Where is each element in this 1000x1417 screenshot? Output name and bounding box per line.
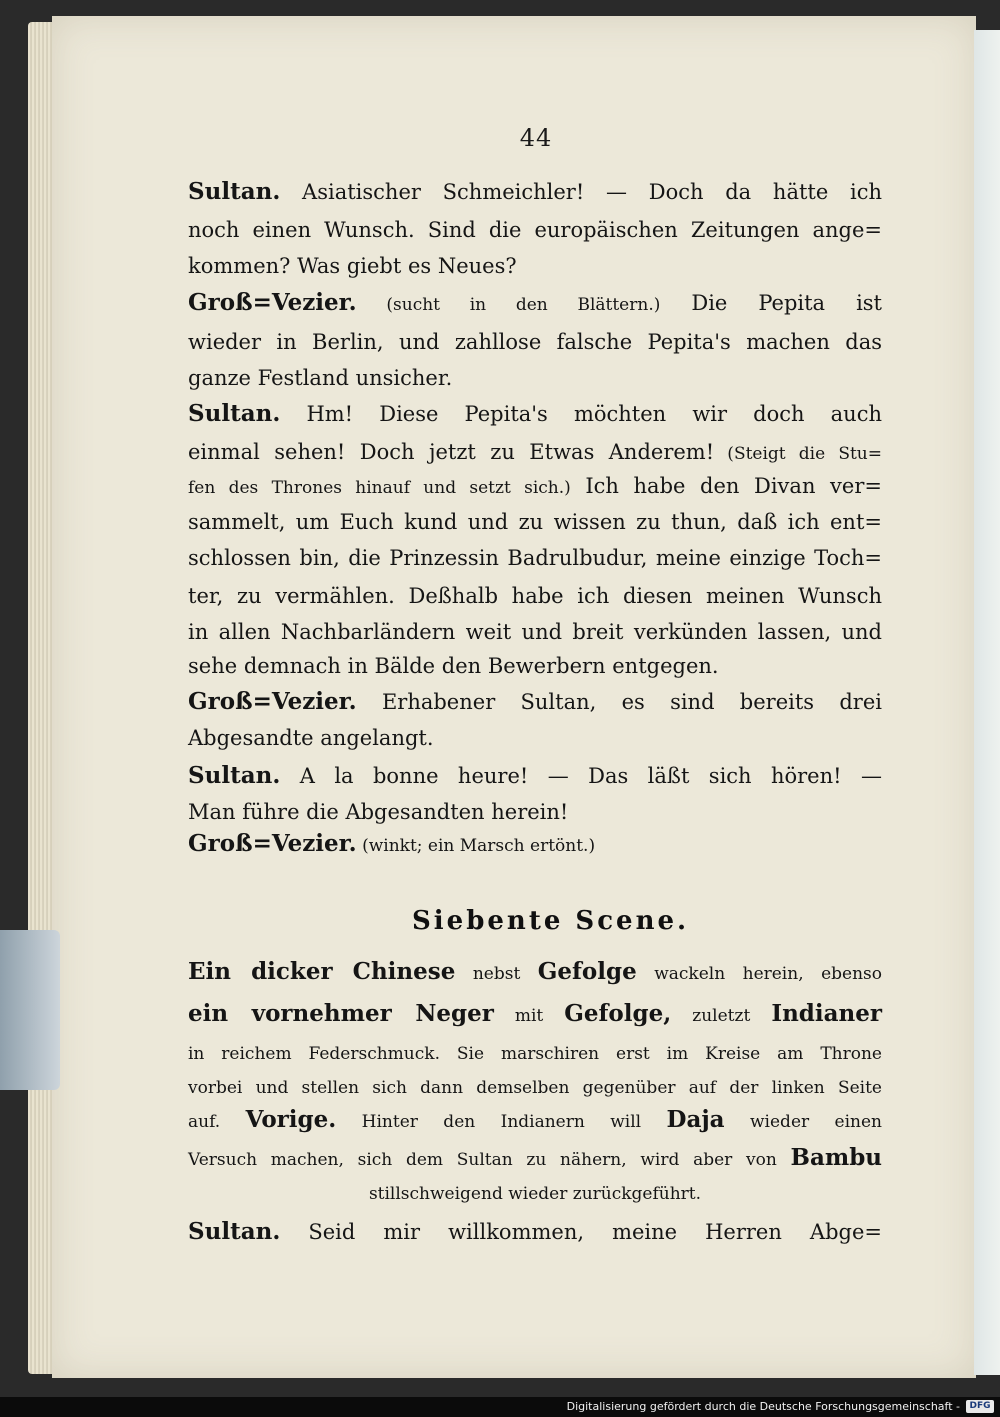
text-line [188,287,882,321]
digitization-footer [0,1397,1000,1417]
dialogue-text: sammelt, um Euch kund und zu wissen zu thun, daß ich ent= [188,510,882,534]
stage-direction-text: fen des Thrones hinauf und setzt sich.) [188,478,571,498]
stage-direction-text: (sucht in den Blättern.) [356,295,661,315]
speaker-name: Groß=Vezier. [188,688,357,715]
speaker-name: Sultan. [188,762,281,789]
stage-direction-text: vorbei und stellen sich dann demselben gegenüber auf der linken Seite [188,1078,882,1098]
dialogue-text: noch einen Wunsch. Sind die europäischen Zeitungen ange= [188,218,882,242]
speaker-name: Sultan. [188,400,281,427]
dialogue-text: Abgesandte angelangt. [188,726,434,750]
speaker-name: ein vornehmer Neger [188,1000,494,1027]
stage-direction-text: Hinter den Indianern will [336,1112,667,1132]
text-line [188,250,882,282]
dialogue-text: Man führe die Abgesandten herein! [188,800,569,824]
text-line [188,176,882,208]
text-line [188,828,882,862]
dialogue-text: Erhabener Sultan, es sind bereits drei [356,690,882,714]
stage-direction-line [188,1104,882,1138]
speaker-name: Daja [666,1106,725,1133]
dialogue-text: sehe demnach in Bälde den Bewerbern entgegen. [188,654,719,678]
text-line [188,326,882,358]
next-page-edge [974,30,1000,1375]
dialogue-text: ter, zu vermählen. Deßhalb habe ich diesen meinen Wunsch [188,584,882,608]
stage-direction-text: auf. [188,1112,246,1132]
dialogue-text: einmal sehen! Doch jetzt zu Etwas Anderem! [188,440,715,464]
text-line [188,470,882,504]
text-line [188,686,882,718]
page-number: 44 [519,124,553,152]
dialogue-text: Die Pepita ist [660,291,882,315]
stage-direction-text: (winkt; ein Marsch ertönt.) [356,836,596,856]
speaker-name: Vorige. [245,1106,337,1133]
speaker-name: Groß=Vezier. [188,830,357,857]
stage-direction-line [188,1070,882,1104]
text-line [188,506,882,538]
dialogue-text: ganze Festland unsicher. [188,366,453,390]
speaker-name: Gefolge [537,958,637,985]
speaker-name: Bambu [790,1144,882,1171]
stage-direction-text: (Steigt die Stu= [714,444,882,464]
text-line [188,760,882,792]
text-line [188,214,882,246]
text-line [188,722,882,754]
text-line [188,796,882,828]
dialogue-text: kommen? Was giebt es Neues? [188,254,517,278]
stage-direction-line [188,956,882,990]
text-line [188,1216,882,1248]
stage-direction-text: stillschweigend wieder zurückgeführt. [368,1184,702,1204]
stage-direction-text: Versuch machen, sich dem Sultan zu nähern, wird aber von [188,1150,791,1170]
stage-direction-line [188,1142,882,1176]
dialogue-text: wieder in Berlin, und zahllose falsche Pepita's machen das [188,330,882,354]
dialogue-text: schlossen bin, die Prinzessin Badrulbudur, meine einzige Toch= [188,546,882,570]
stage-direction-text: wackeln herein, ebenso [636,964,882,984]
stage-direction-text: nebst [455,964,538,984]
stage-direction-line [188,1176,882,1210]
text-line [188,616,882,648]
dfg-logo: DFG [966,1400,994,1413]
scene-heading: Siebente Scene. [412,906,690,936]
speaker-name: Gefolge, [564,1000,672,1027]
dialogue-text: Seid mir willkommen, meine Herren Abge= [280,1220,882,1244]
stage-direction-text: in reichem Federschmuck. Sie marschiren erst im Kreise am Throne [188,1044,882,1064]
dialogue-text: Ich habe den Divan ver= [570,474,882,498]
text-line [188,436,882,470]
dialogue-text: A la bonne heure! — Das läßt sich hören! — [280,764,882,788]
speaker-name: Sultan. [188,178,281,205]
speaker-name: Indianer [771,1000,882,1027]
dialogue-text: Hm! Diese Pepita's möchten wir doch auch [280,402,882,426]
stage-direction-text: zuletzt [671,1006,772,1026]
speaker-name: Sultan. [188,1218,281,1245]
stage-direction-text: mit [493,1006,565,1026]
text-line [188,650,882,682]
text-line [188,542,882,574]
text-line [188,398,882,430]
speaker-name: Ein dicker Chinese [188,958,456,985]
text-line [188,580,882,612]
stage-direction-line [188,1036,882,1070]
footer-text: Digitalisierung gefördert durch die Deutsche Forschungsgemeinschaft - [566,1400,960,1413]
color-tab-marker [0,930,60,1090]
dialogue-text: Asiatischer Schmeichler! — Doch da hätte ich [280,180,882,204]
stage-direction-line [188,998,882,1032]
stage-direction-text: wieder einen [724,1112,882,1132]
text-line [188,362,882,394]
speaker-name: Groß=Vezier. [188,289,357,316]
dialogue-text: in allen Nachbarländern weit und breit verkünden lassen, und [188,620,882,644]
